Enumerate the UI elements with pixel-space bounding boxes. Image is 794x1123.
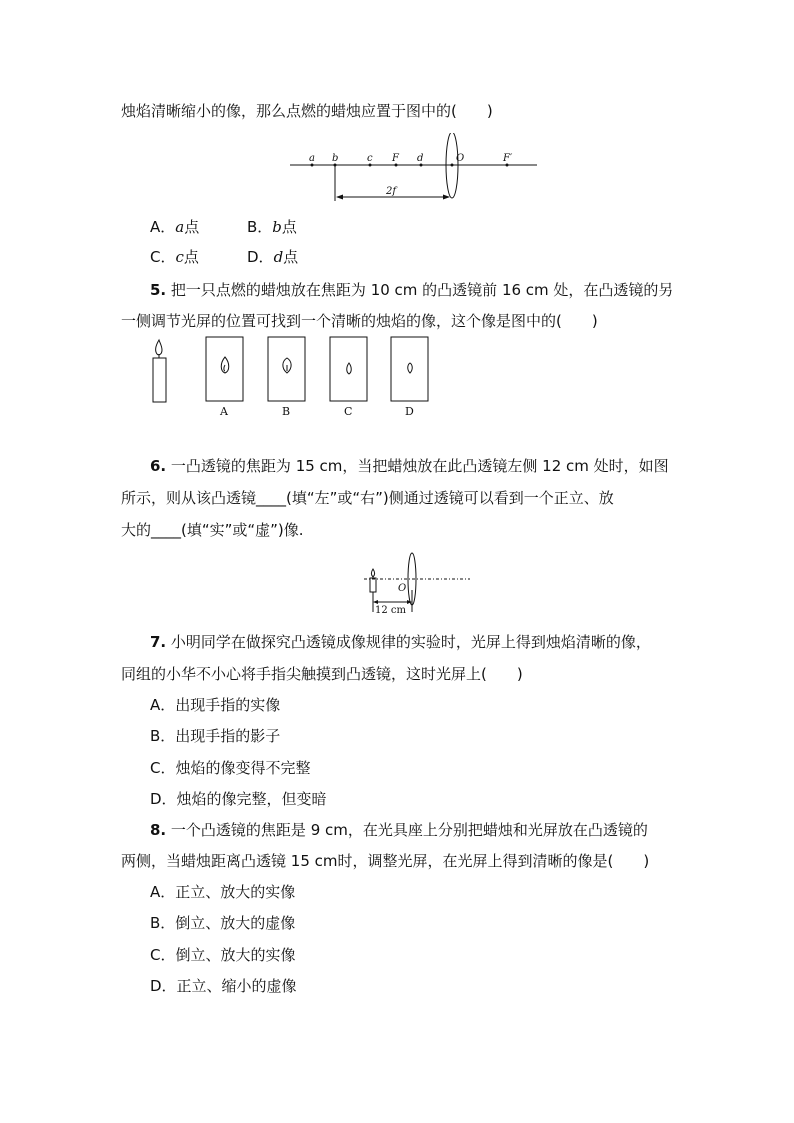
q4-point-O-dot (451, 164, 454, 167)
q6-dim-label: 12 cm (375, 605, 406, 616)
q4-label-d: d (417, 153, 424, 164)
q5-label-a: A (220, 405, 228, 418)
q5-stem-line-2: 一侧调节光屏的位置可找到一个清晰的烛焰的像，这个像是图中的( ) (121, 312, 598, 330)
q6-stem-line-3: 大的____(填“实”或“虚”)像. (121, 521, 304, 539)
q5-label-c: C (344, 405, 353, 418)
q8-stem-line-2: 两侧，当蜡烛距离凸透镜 15 cm时，调整光屏，在光屏上得到清晰的像是( ) (121, 852, 650, 870)
q4-label-O: O (456, 153, 465, 164)
q6-dim-arrow-left (373, 600, 378, 604)
q4-option-a-var: a (175, 218, 185, 236)
q5-label-d: D (405, 405, 414, 418)
q7-stem-line-1 (150, 632, 651, 652)
q6-number: 6. (150, 457, 167, 475)
q4-label-c: c (367, 153, 373, 164)
q4-label-a: a (309, 153, 315, 164)
q5-stem-text-1: 把一只点燃的蜡烛放在焦距为 10 cm 的凸透镜前 16 cm 处，在凸透镜的另 (170, 281, 674, 299)
q5-card-a (206, 337, 243, 401)
q7-option-d[interactable]: D．烛焰的像完整，但变暗 (150, 790, 327, 808)
q4-option-b-var: b (272, 218, 282, 236)
q5-card-c (330, 337, 367, 401)
q8-option-d[interactable]: D．正立、缩小的虚像 (150, 977, 297, 995)
q4-option-c-suffix: 点 (183, 248, 199, 266)
q6-candle-body (370, 578, 376, 592)
q5-candle-flame-icon (156, 340, 162, 355)
q4-option-c-var: c (175, 248, 184, 266)
q6-stem-line-1 (150, 456, 669, 476)
q5-stem-line-1 (150, 280, 673, 300)
q4-dim-label: 2f (386, 186, 397, 197)
q4-option-a[interactable] (150, 217, 199, 237)
q4-stem-tail: 烛焰清晰缩小的像，那么点燃的蜡烛应置于图中的( ) (121, 102, 493, 120)
q6-figure (362, 550, 472, 620)
q5-card-a-flame-icon (221, 357, 229, 373)
q4-option-b-letter: B． (247, 218, 273, 236)
q7-number: 7. (150, 633, 167, 651)
q6-lens-label: O (398, 583, 407, 594)
q8-option-b[interactable]: B．倒立、放大的虚像 (150, 914, 296, 932)
q4-label-F-prime: F′ (503, 153, 513, 164)
q5-candle-body (153, 358, 166, 402)
q7-option-b[interactable]: B．出现手指的影子 (150, 727, 281, 745)
q4-option-d-suffix: 点 (283, 248, 299, 266)
q4-option-b[interactable] (247, 217, 297, 237)
q6-stem-text-1: 一凸透镜的焦距为 15 cm，当把蜡烛放在此凸透镜左侧 12 cm 处时，如图 (170, 457, 669, 475)
q4-option-d-var: d (273, 248, 284, 266)
q4-option-d[interactable] (247, 247, 298, 267)
q4-option-a-suffix: 点 (184, 218, 200, 236)
q8-stem-text-1: 一个凸透镜的焦距是 9 cm，在光具座上分别把蜡烛和光屏放在凸透镜的 (170, 821, 648, 839)
q4-option-c-letter: C． (150, 248, 176, 266)
q7-option-a[interactable]: A．出现手指的实像 (150, 696, 281, 714)
q5-card-b-flame-icon (283, 358, 291, 373)
q7-stem-text-1: 小明同学在做探究凸透镜成像规律的实验时，光屏上得到烛焰清晰的像， (170, 633, 651, 651)
q5-figure (148, 335, 438, 420)
q5-number: 5. (150, 281, 167, 299)
q8-number: 8. (150, 821, 167, 839)
q5-label-b: B (282, 405, 291, 418)
q6-candle-flame-icon (372, 569, 375, 577)
q4-option-a-letter: A． (150, 218, 176, 236)
q4-dim-arrow-right (443, 195, 450, 200)
q4-dim-arrow-left (336, 195, 343, 200)
q4-optical-axis-figure (285, 133, 540, 208)
q4-label-F: F (392, 153, 399, 164)
q7-stem-line-2: 同组的小华不小心将手指尖触摸到凸透镜，这时光屏上( ) (121, 665, 523, 683)
q5-card-d-flame-icon (408, 363, 413, 373)
q8-option-a[interactable]: A．正立、放大的实像 (150, 883, 296, 901)
q5-card-c-flame-icon (347, 363, 352, 374)
q4-option-b-suffix: 点 (281, 218, 297, 236)
q8-option-c[interactable]: C．倒立、放大的实像 (150, 946, 296, 964)
q4-label-b: b (332, 153, 339, 164)
q7-option-c[interactable]: C．烛焰的像变得不完整 (150, 759, 311, 777)
q8-stem-line-1 (150, 820, 648, 840)
q5-card-d (391, 337, 428, 401)
q4-option-d-letter: D． (247, 248, 274, 266)
q4-option-c[interactable] (150, 247, 199, 267)
q6-stem-line-2: 所示，则从该凸透镜____(填“左”或“右”)侧通过透镜可以看到一个正立、放 (121, 489, 614, 507)
